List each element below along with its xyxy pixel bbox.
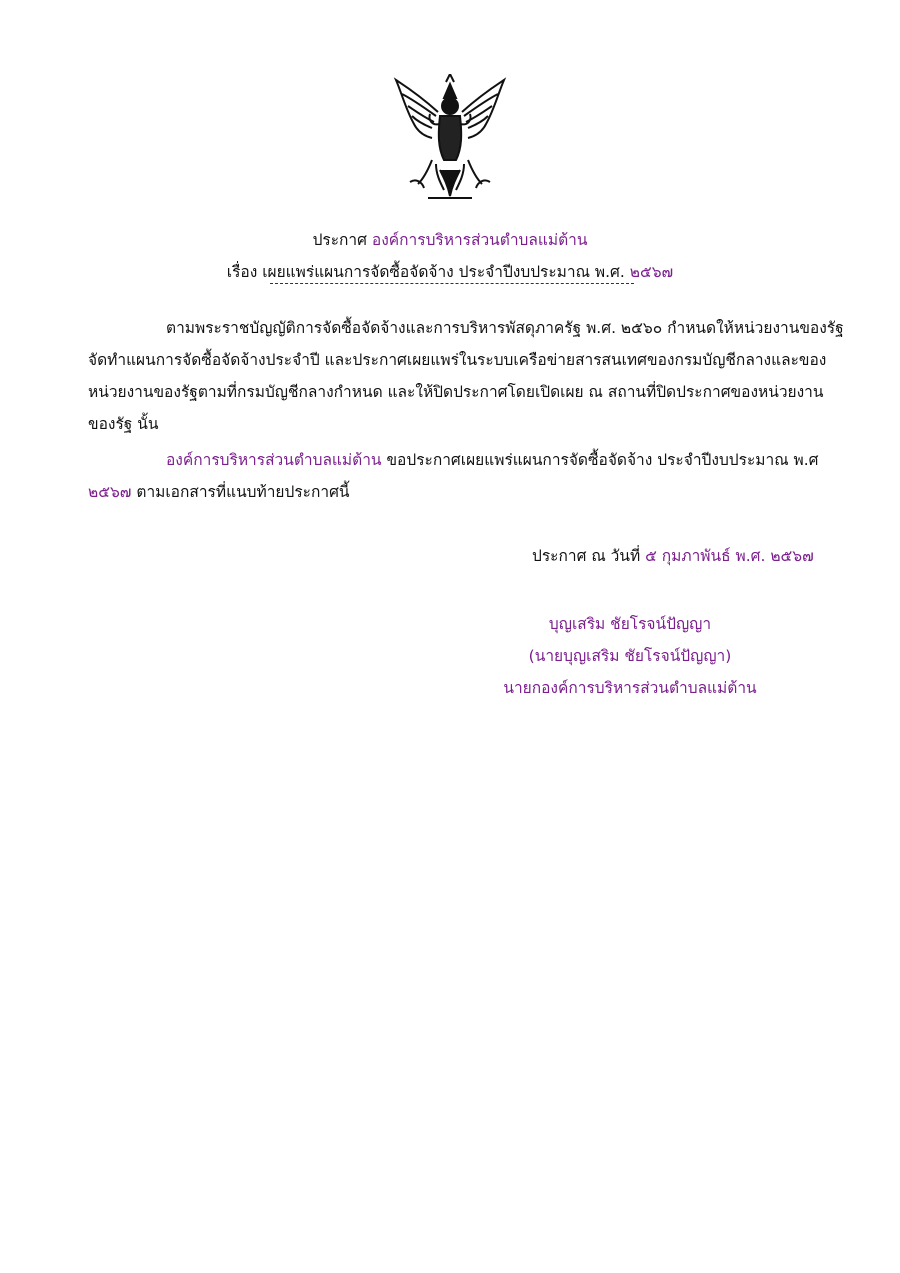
paragraph1-line2: จัดทำแผนการจัดซื้อจัดจ้างประจำปี และประกาศเผยแพร่ในระบบเครือข่ายสารสนเทศของกรมบัญชีกลางและของ [88,351,827,369]
date-value: ๕ กุมภาพันธ์ พ.ศ. ๒๕๖๗ [645,547,814,565]
garuda-emblem-icon [388,74,512,204]
paragraph1-line1: ตามพระราชบัญญัติการจัดซื้อจัดจ้างและการบริหารพัสดุภาครัฐ พ.ศ. ๒๕๖๐ กำหนดให้หน่วยงานของรัฐ [166,319,844,337]
signature-name: บุญเสริม ชัยโรจน์ปัญญา [548,615,712,633]
announce-prefix: ประกาศ [312,231,367,249]
date-prefix: ประกาศ ณ วันที่ [532,547,641,565]
signature-position: นายกองค์การบริหารส่วนตำบลแม่ต้าน [503,679,757,697]
organization-name: องค์การบริหารส่วนตำบลแม่ต้าน [371,231,588,249]
paragraph2-text: ขอประกาศเผยแพร่แผนการจัดซื้อจัดจ้าง ประจำปีงบประมาณ พ.ศ [386,451,819,469]
subject-year: ๒๕๖๗ [629,263,674,281]
subject-text: เรื่อง เผยแพร่แผนการจัดซื้อจัดจ้าง ประจำปีงบประมาณ พ.ศ. [226,263,625,281]
paragraph1-line4: ของรัฐ นั้น [88,415,159,433]
paragraph2-year: ๒๕๖๗ [88,483,132,501]
paragraph2-line1 [166,450,818,470]
signature-full-name: (นายบุญเสริม ชัยโรจน์ปัญญา) [528,647,732,665]
announcement-subject [0,262,900,282]
paragraph2-line2 [88,482,350,502]
header-divider [270,283,634,284]
announcement-title [0,230,900,250]
paragraph2-text-end: ตามเอกสารที่แนบท้ายประกาศนี้ [136,483,350,501]
paragraph1-line3: หน่วยงานของรัฐตามที่กรมบัญชีกลางกำหนด และให้ปิดประกาศโดยเปิดเผย ณ สถานที่ปิดประกาศของหน่วยงาน [88,383,824,401]
announcement-date [532,546,814,566]
paragraph2-organization: องค์การบริหารส่วนตำบลแม่ต้าน [166,451,382,469]
